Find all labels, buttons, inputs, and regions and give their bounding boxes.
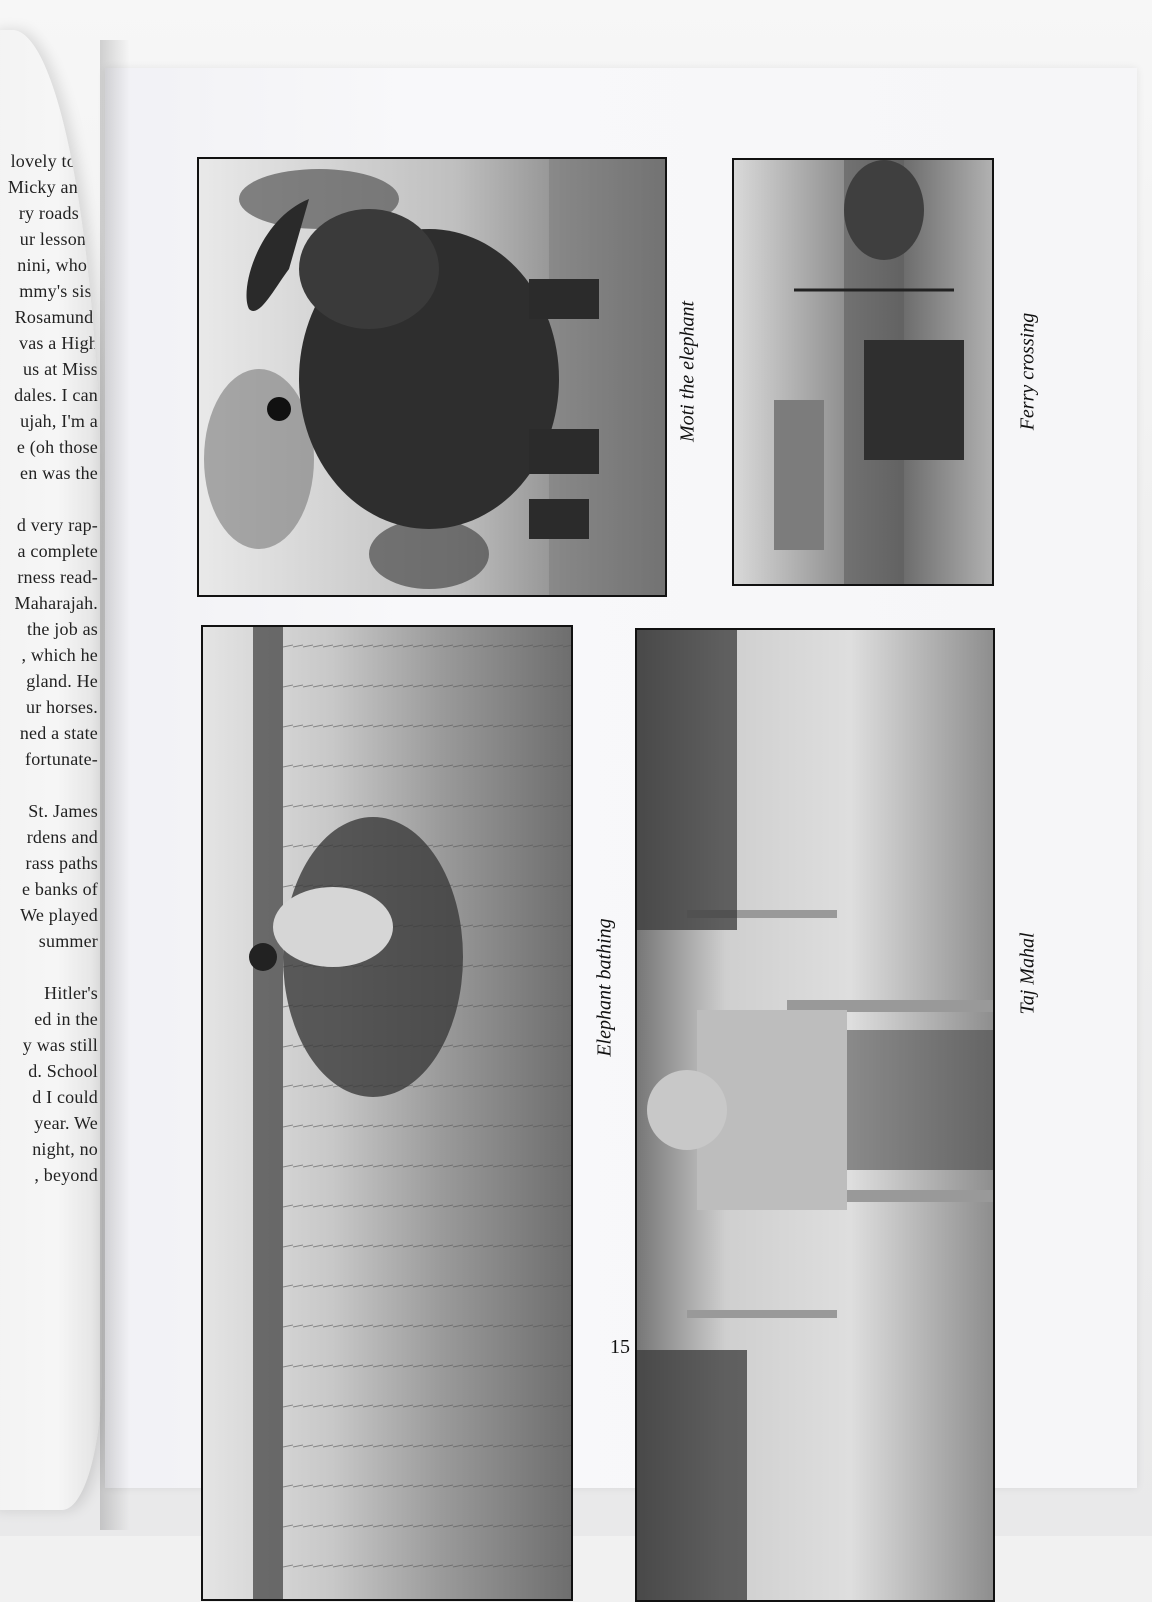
left-page-line: , which he [21, 645, 98, 665]
left-page-line: dales. I can [14, 385, 98, 405]
left-page-line: Rosamund, [14, 307, 98, 327]
left-page-line: rness read- [17, 567, 98, 587]
left-page-line: d. School [28, 1061, 98, 1081]
left-page-line: e (oh those [16, 437, 98, 457]
left-page-text [0, 148, 102, 1188]
page-number: 15 [610, 1336, 630, 1358]
caption-elephant-bathing: Elephant bathing [593, 918, 616, 1057]
left-page-line [0, 486, 98, 512]
left-page-line: y was still [22, 1035, 98, 1055]
left-page-line: We played [20, 905, 98, 925]
left-page-line: Hitler's [44, 983, 98, 1003]
photo-moti-the-elephant [197, 157, 667, 597]
left-page-line: us at Miss [22, 359, 98, 379]
left-page-line: , beyond [34, 1165, 98, 1185]
left-page-line: d very rap- [16, 515, 98, 535]
left-page-line: rass paths [25, 853, 98, 873]
gutter-shadow [100, 40, 130, 1530]
left-page-line: ur horses. [26, 697, 98, 717]
left-page-line: lovely to be [10, 151, 98, 171]
caption-ferry-crossing: Ferry crossing [1016, 312, 1039, 431]
left-page-line: St. James [28, 801, 98, 821]
left-page-line: en was the [20, 463, 98, 483]
photo-ferry-crossing [732, 158, 994, 586]
left-page-line: ur lessons, [19, 229, 98, 249]
left-page-line [0, 954, 98, 980]
left-page-line: a complete [17, 541, 98, 561]
left-page-line: ned a state [19, 723, 98, 743]
left-page-line: ujah, I'm a [20, 411, 98, 431]
left-page-line: rdens and [26, 827, 98, 847]
photo-elephant-bathing-image [201, 625, 573, 1601]
left-page-line: ed in the [34, 1009, 98, 1029]
left-page-line: fortunate- [25, 749, 98, 769]
left-page-line: vas a High [19, 333, 98, 353]
left-page-line: ry roads to [18, 203, 98, 223]
caption-moti-the-elephant: Moti the elephant [676, 300, 699, 443]
left-page-line: Micky and I [7, 177, 98, 197]
left-page-line: Maharajah. [14, 593, 98, 613]
left-page-line: e banks of [22, 879, 98, 899]
left-page-line: nini, who I [17, 255, 98, 275]
left-page-line: summer [38, 931, 98, 951]
left-page-line: mmy's sis- [19, 281, 98, 301]
left-page [0, 30, 102, 1510]
left-page-line [0, 772, 98, 798]
left-page-line: the job as [27, 619, 98, 639]
left-page-line: d I could [32, 1087, 98, 1107]
left-page-line: night, no [32, 1139, 98, 1159]
left-page-line: year. We [34, 1113, 98, 1133]
left-page-line: gland. He [26, 671, 98, 691]
caption-taj-mahal: Taj Mahal [1016, 932, 1039, 1015]
photo-taj-mahal [635, 628, 995, 1602]
